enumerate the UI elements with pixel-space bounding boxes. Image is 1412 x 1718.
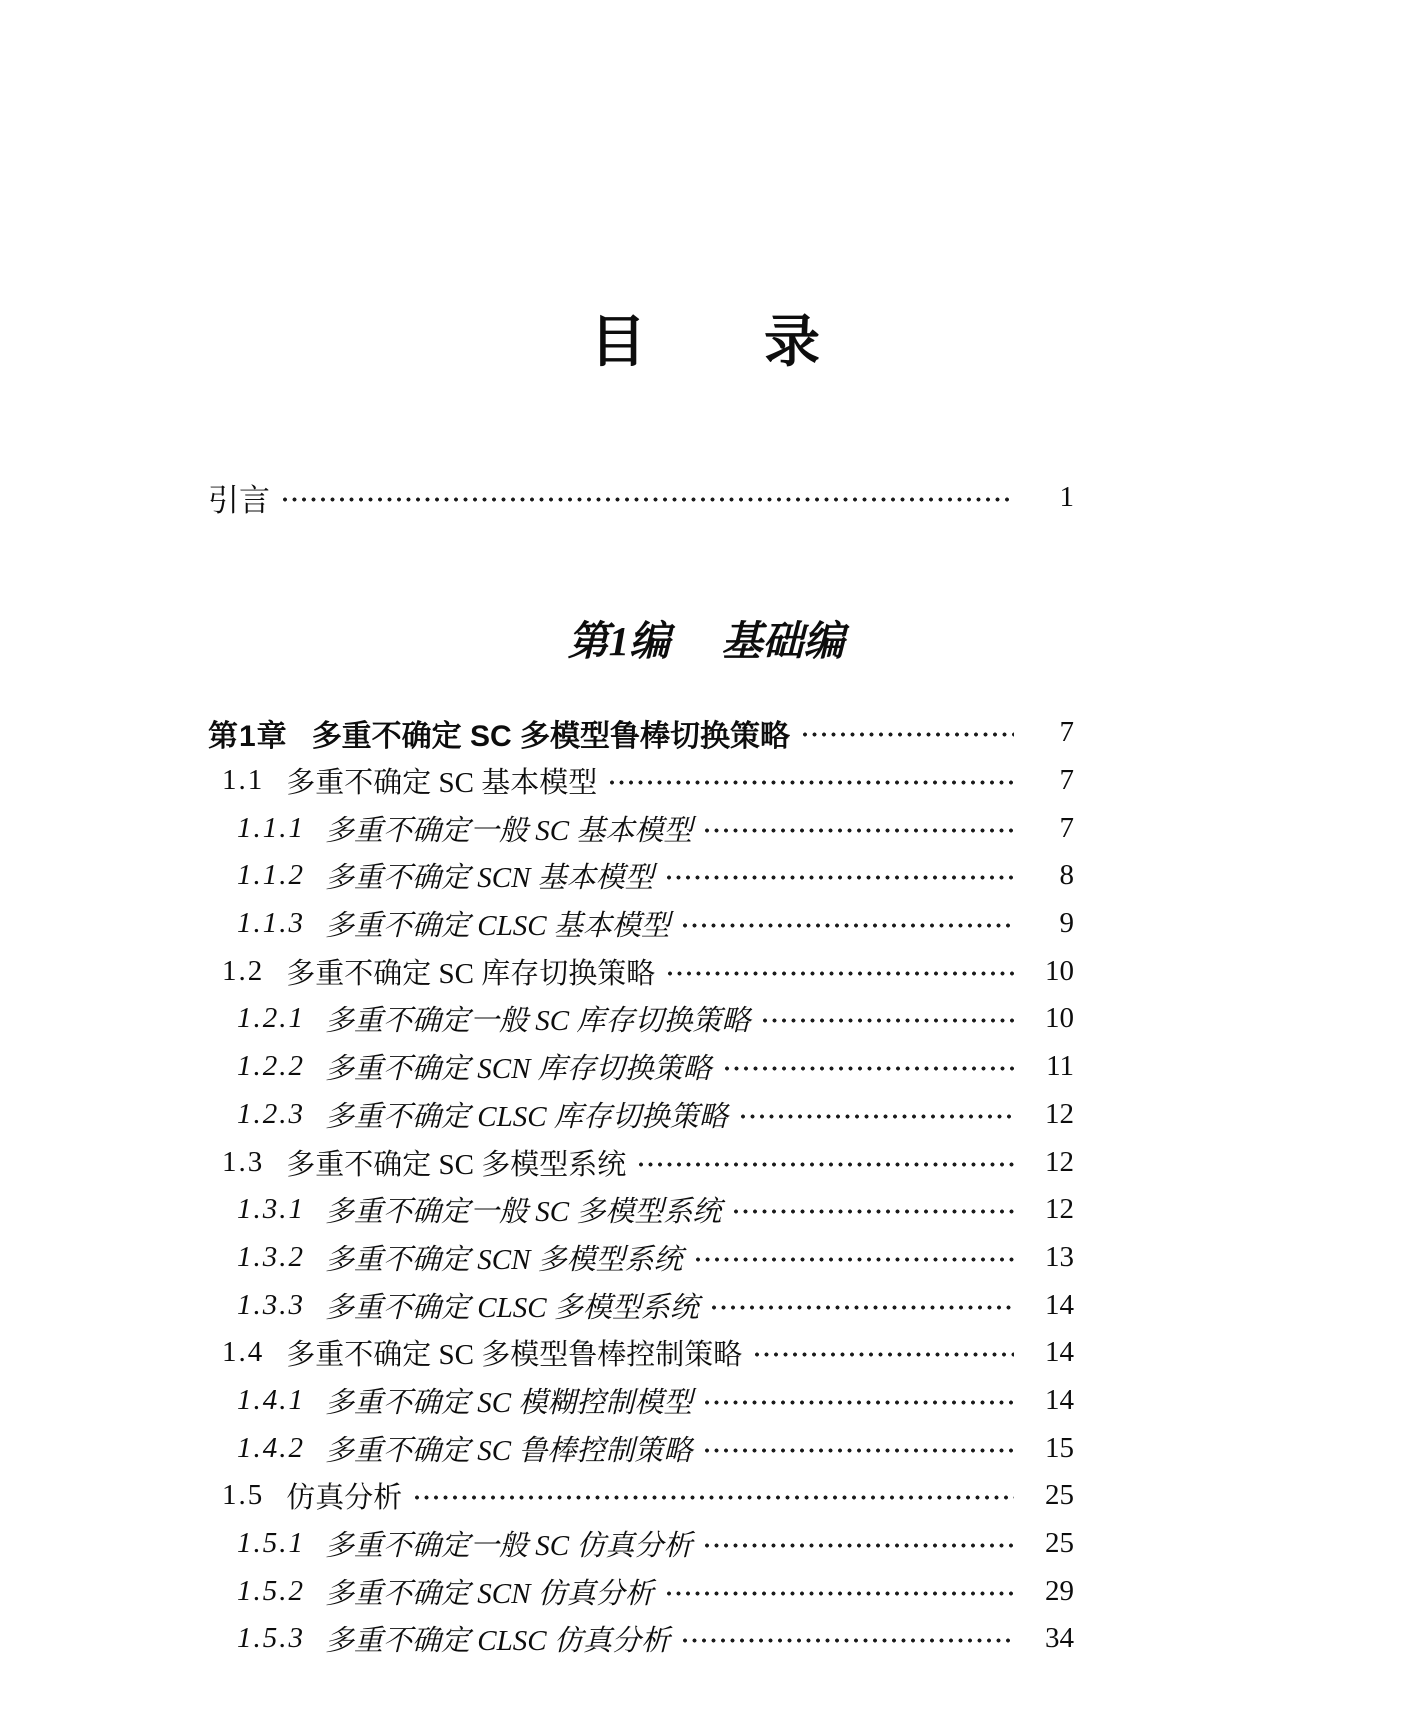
toc-entry [208,900,1074,948]
toc-entry [208,947,1074,995]
toc-entry [208,1520,1074,1568]
toc-entry-list [208,709,1074,1663]
entry-number: 1.4.1 [237,1383,305,1416]
intro-label: 引言 [208,482,270,518]
dot-leader [704,1399,1014,1406]
entry-title: 多重不确定 SC 多模型系统 [286,1148,627,1181]
toc-entry [208,804,1074,852]
entry-title: 多重不确定 SCN 基本模型 [325,862,654,895]
entry-title: 多重不确定 SC 模糊控制模型 [325,1386,693,1419]
entry-number: 1.1 [222,764,265,797]
toc-entry [208,1281,1074,1329]
entry-title: 多重不确定 SC 多模型鲁棒切换策略 [311,719,791,753]
entry-number: 1.2 [222,954,265,987]
dot-leader [711,1304,1014,1311]
entry-title: 多重不确定 SC 多模型鲁棒控制策略 [286,1339,743,1372]
dot-leader [666,1590,1014,1597]
entry-number: 第1章 [208,719,288,753]
page-number: 14 [1045,1383,1074,1416]
entry-number: 1.4.2 [237,1431,305,1464]
entry-number: 1.5.3 [237,1622,305,1655]
page-number: 7 [1059,716,1074,749]
toc-entry [208,1234,1074,1282]
page-number: 14 [1045,1336,1074,1369]
dot-leader [762,1017,1014,1024]
dot-leader [724,1065,1014,1072]
page-number: 14 [1045,1288,1074,1321]
dot-leader [682,1637,1014,1644]
page-number: 12 [1045,1145,1074,1178]
page-number: 10 [1045,954,1074,987]
entry-title: 多重不确定 SC 库存切换策略 [286,957,656,990]
toc-entry [208,1424,1074,1472]
page-number: 7 [1059,811,1074,844]
page-number: 7 [1059,764,1074,797]
page-number: 11 [1046,1050,1074,1083]
entry-title: 多重不确定一般 SC 多模型系统 [325,1196,722,1229]
dot-leader [754,1351,1014,1358]
dot-leader [609,779,1014,786]
dot-leader [704,1542,1014,1549]
dot-leader [802,731,1014,738]
dot-leader [740,1113,1014,1120]
entry-number: 1.5 [222,1479,265,1512]
part-heading: 第1编 基础编 [567,618,845,664]
entry-number: 1.1.2 [237,859,305,892]
page-number: 12 [1045,1193,1074,1226]
entry-number: 1.1.3 [237,907,305,940]
entry-title: 多重不确定 CLSC 多模型系统 [325,1291,699,1324]
entry-title: 仿真分析 [286,1482,403,1515]
entry-title: 多重不确定一般 SC 库存切换策略 [325,1005,751,1038]
entry-number: 1.1.1 [237,811,305,844]
page-number: 10 [1045,1002,1074,1035]
page-number: 25 [1045,1479,1074,1512]
toc-entry [208,1329,1074,1377]
toc-entry [208,1615,1074,1663]
page-number: 34 [1045,1622,1074,1655]
dot-leader [667,970,1014,977]
intro-entry [208,474,1074,520]
page-number: 29 [1045,1574,1074,1607]
entry-number: 1.5.2 [237,1574,305,1607]
dot-leader [704,827,1014,834]
entry-title: 多重不确定 CLSC 库存切换策略 [325,1100,728,1133]
entry-number: 1.3.1 [237,1193,305,1226]
entry-title: 多重不确定 SC 基本模型 [286,767,598,800]
dot-leader [414,1494,1014,1501]
entry-title: 多重不确定 SCN 仿真分析 [325,1577,654,1610]
entry-title: 多重不确定 SCN 多模型系统 [325,1243,683,1276]
dot-leader [666,874,1014,881]
toc-entry [208,852,1074,900]
dot-leader [733,1208,1014,1215]
entry-number: 1.2.1 [237,1002,305,1035]
toc-entry [208,1567,1074,1615]
page-title: 目 录 [590,312,822,374]
toc-entry [208,709,1074,757]
entry-title: 多重不确定 CLSC 仿真分析 [325,1625,670,1658]
dot-leader [695,1256,1014,1263]
toc-entry [208,1472,1074,1520]
toc-entry [208,1186,1074,1234]
page-number: 15 [1045,1431,1074,1464]
dot-leader [282,496,1014,503]
entry-title: 多重不确定一般 SC 仿真分析 [325,1530,693,1563]
toc-entry [208,757,1074,805]
entry-number: 1.2.3 [237,1097,305,1130]
page-number: 1 [1059,480,1074,513]
entry-number: 1.2.2 [237,1050,305,1083]
entry-number: 1.3.3 [237,1288,305,1321]
entry-number: 1.5.1 [237,1527,305,1560]
toc-entry [208,1043,1074,1091]
entry-title: 多重不确定 CLSC 基本模型 [325,910,670,943]
dot-leader [638,1161,1014,1168]
page-number: 13 [1045,1240,1074,1273]
entry-title: 多重不确定一般 SC 基本模型 [325,814,693,847]
dot-leader [704,1447,1014,1454]
entry-title: 多重不确定 SCN 库存切换策略 [325,1053,712,1086]
toc-entry [208,1138,1074,1186]
toc-entry [208,1091,1074,1139]
entry-number: 1.3 [222,1145,265,1178]
page-number: 8 [1059,859,1074,892]
entry-number: 1.4 [222,1336,265,1369]
entry-number: 1.3.2 [237,1240,305,1273]
entry-title: 多重不确定 SC 鲁棒控制策略 [325,1434,693,1467]
page-number: 9 [1059,907,1074,940]
page-number: 25 [1045,1527,1074,1560]
page-number: 12 [1045,1097,1074,1130]
toc-entry [208,1377,1074,1425]
dot-leader [682,922,1014,929]
toc-entry [208,995,1074,1043]
